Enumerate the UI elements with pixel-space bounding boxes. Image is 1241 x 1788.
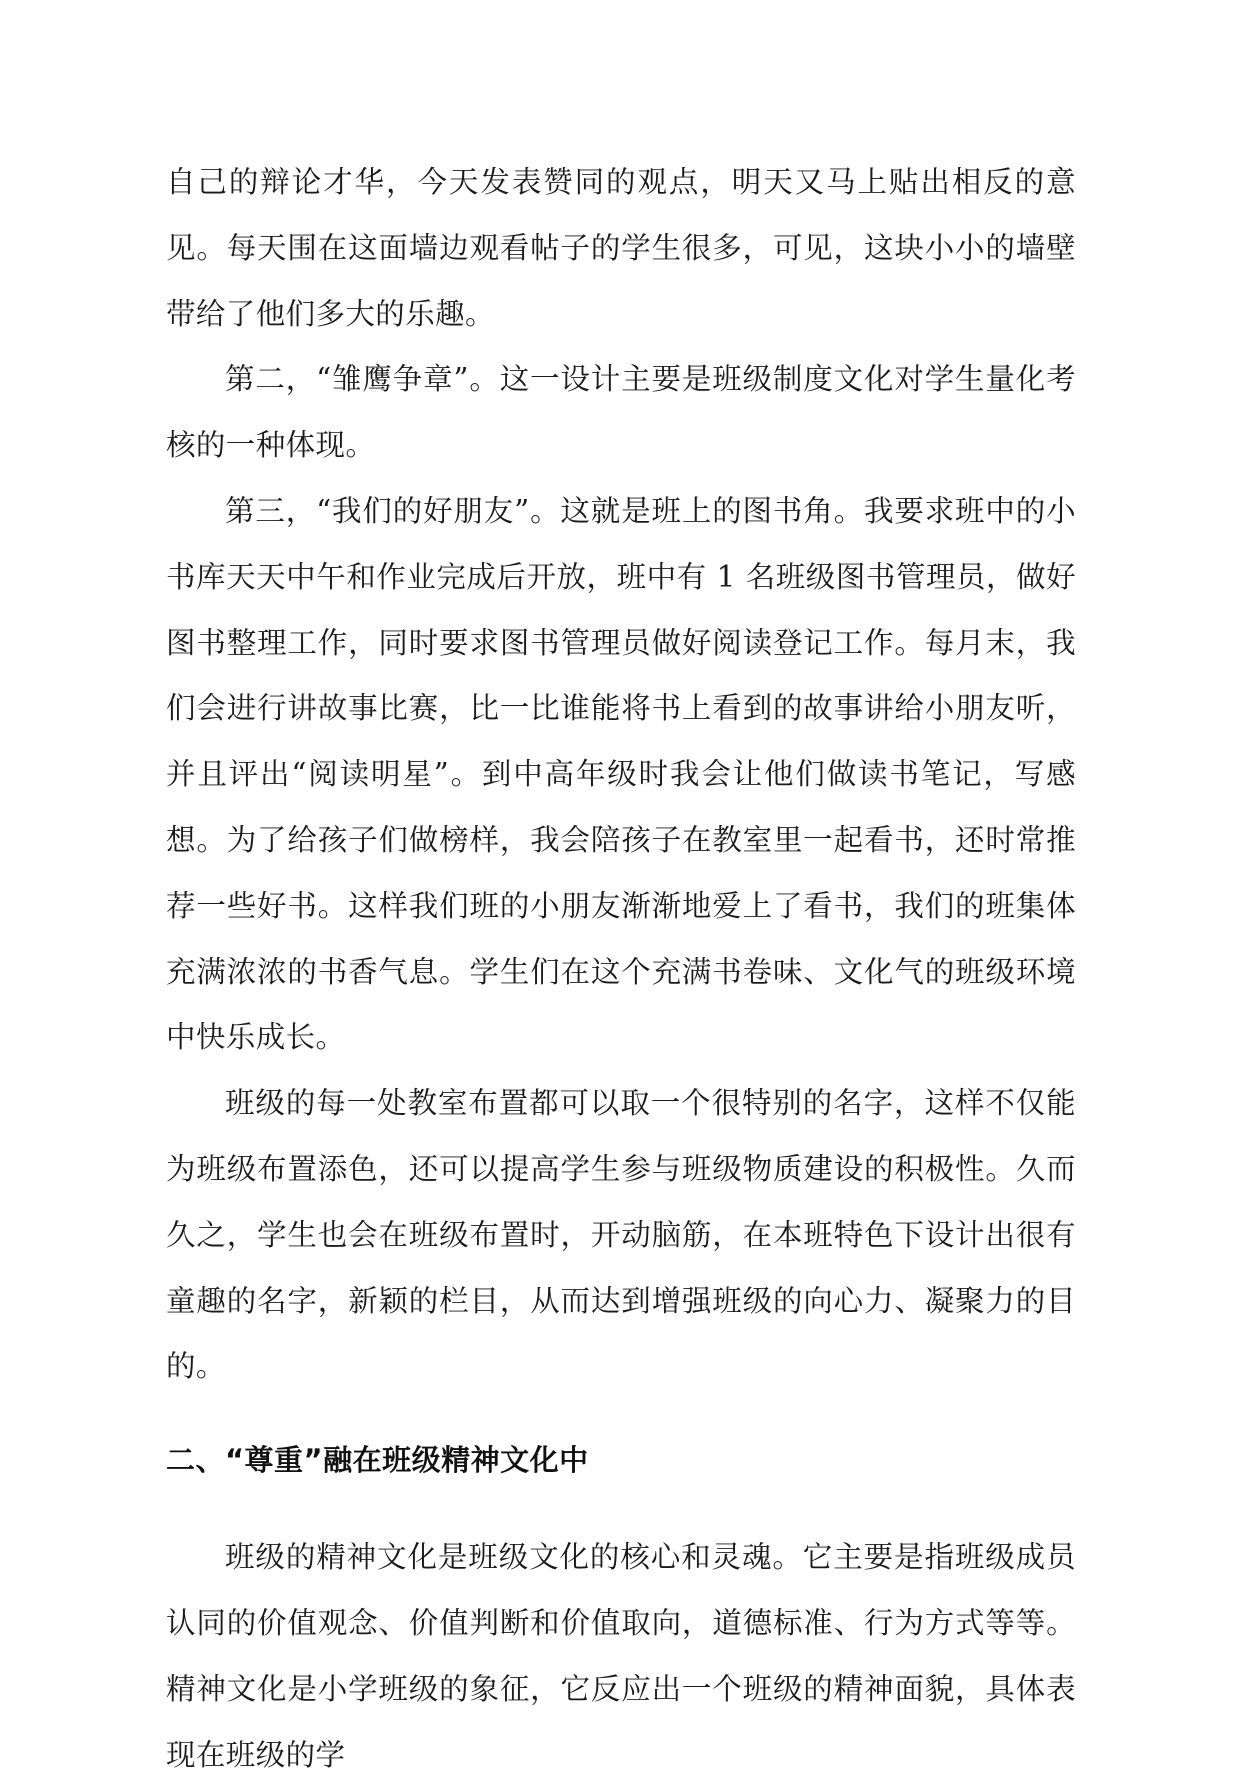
body-paragraph: 班级的精神文化是班级文化的核心和灵魂。它主要是指班级成员认同的价值观念、价值判断和价值取向，道德标准、行为方式等等。精神文化是小学班级的象征，它反应出一个班级的精神面貌，具体表现在班级的学 — [166, 1540, 1076, 1772]
body-paragraph: 班级的每一处教室布置都可以取一个很特别的名字，这样不仅能为班级布置添色，还可以提高学生参与班级物质建设的积极性。久而久之，学生也会在班级布置时，开动脑筋，在本班特色下设计出很有童趣的名字，新颖的栏目，从而达到增强班级的向心力、凝聚力的目的。 — [166, 1086, 1076, 1384]
body-paragraph: 第三，“我们的好朋友”。这就是班上的图书角。我要求班中的小书库天天中午和作业完成后开放，班中有 1 名班级图书管理员，做好图书整理工作，同时要求图书管理员做好阅读登记工作。每月末，我们会进行讲故事比赛，比一比谁能将书上看到的故事讲给小朋友听，并且评出“阅读明星”。到中高年级时我会让他们做读书笔记，写感想。为了给孩子们做榜样，我会陪孩子在教室里一起看书，还时常推荐一些好书。这样我们班的小朋友渐渐地爱上了看书，我们的班集体充满浓浓的书香气息。学生们在这个充满书卷味、文化气的班级环境中快乐成长。 — [166, 493, 1076, 1055]
body-paragraph: 自己的辩论才华，今天发表赞同的观点，明天又马上贴出相反的意见。每天围在这面墙边观看帖子的学生很多，可见，这块小小的墙壁带给了他们多大的乐趣。 — [166, 165, 1076, 331]
body-paragraph: 第二，“雏鹰争章”。这一设计主要是班级制度文化对学生量化考核的一种体现。 — [166, 362, 1076, 463]
document-page — [166, 150, 1076, 1788]
section-heading: 二、“尊重”融在班级精神文化中 — [166, 1443, 589, 1478]
